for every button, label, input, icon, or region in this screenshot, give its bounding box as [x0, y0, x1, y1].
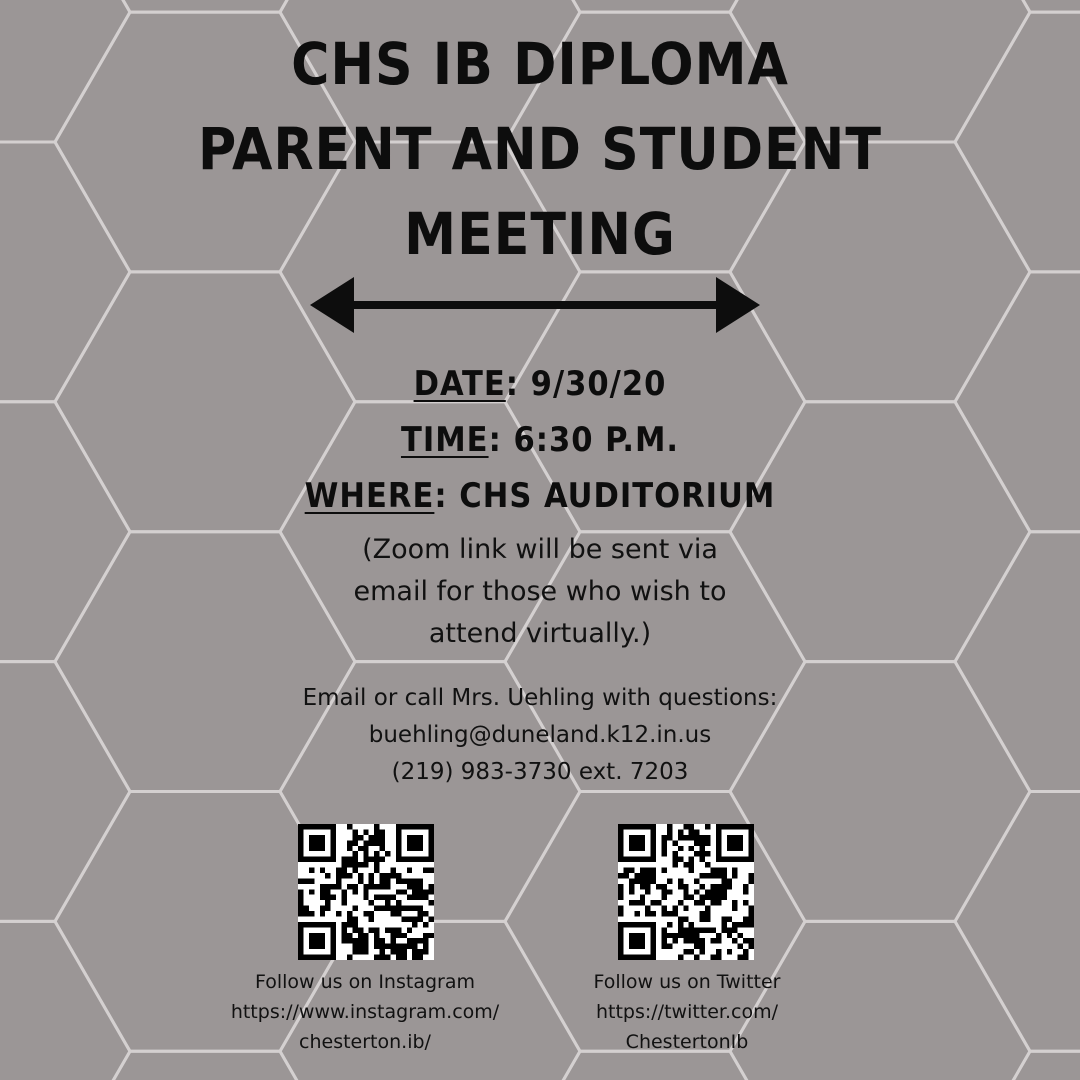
qr-code-icon — [298, 824, 434, 960]
hexagon-cell — [955, 0, 1080, 12]
twitter-qr-code[interactable] — [618, 824, 754, 960]
hexagon-cell — [0, 921, 130, 1080]
contact-intro: Email or call Mrs. Uehling with questions: — [302, 685, 778, 711]
time-value: : 6:30 P.M. — [488, 420, 680, 460]
qr-code-icon — [618, 824, 754, 960]
where-label: WHERE — [304, 476, 435, 516]
time-line — [0, 420, 1080, 460]
zoom-note-line-1: (Zoom link will be sent via — [362, 534, 718, 565]
instagram-follow-text: Follow us on Instagram — [255, 971, 475, 993]
title-line-3: MEETING — [404, 200, 676, 268]
time-label: TIME — [400, 420, 489, 460]
double-arrow-icon — [310, 275, 760, 335]
contact-email[interactable]: buehling@duneland.k12.in.us — [368, 722, 712, 748]
instagram-qr-code[interactable] — [298, 824, 434, 960]
hexagon-cell — [505, 532, 805, 792]
twitter-caption — [507, 967, 867, 1057]
instagram-url-line-1[interactable]: https://www.instagram.com/ — [230, 1001, 500, 1023]
instagram-url-line-2[interactable]: chesterton.ib/ — [299, 1031, 431, 1053]
title-line-1: CHS IB DIPLOMA — [291, 30, 789, 98]
zoom-note-line-3: attend virtually.) — [428, 618, 652, 649]
hexagon-cell — [55, 532, 355, 792]
hexagon-cell — [955, 1051, 1080, 1080]
where-line — [0, 476, 1080, 516]
title-line-2: PARENT AND STUDENT — [198, 115, 882, 183]
hexagon-cell — [505, 0, 805, 12]
twitter-follow-text: Follow us on Twitter — [593, 971, 781, 993]
twitter-url-line-2[interactable]: ChestertonIb — [625, 1031, 749, 1053]
twitter-url-line-1[interactable]: https://twitter.com/ — [595, 1001, 779, 1023]
hexagon-cell — [55, 0, 355, 12]
date-line — [0, 364, 1080, 404]
hexagon-cell — [955, 532, 1080, 792]
zoom-note-line-2: email for those who wish to — [353, 576, 727, 607]
where-value: : CHS AUDITORIUM — [434, 476, 776, 516]
instagram-caption — [185, 967, 545, 1057]
date-value: : 9/30/20 — [505, 364, 667, 404]
date-label: DATE — [413, 364, 506, 404]
hexagon-cell — [955, 792, 1080, 1052]
contact-phone[interactable]: (219) 983-3730 ext. 7203 — [391, 759, 689, 785]
